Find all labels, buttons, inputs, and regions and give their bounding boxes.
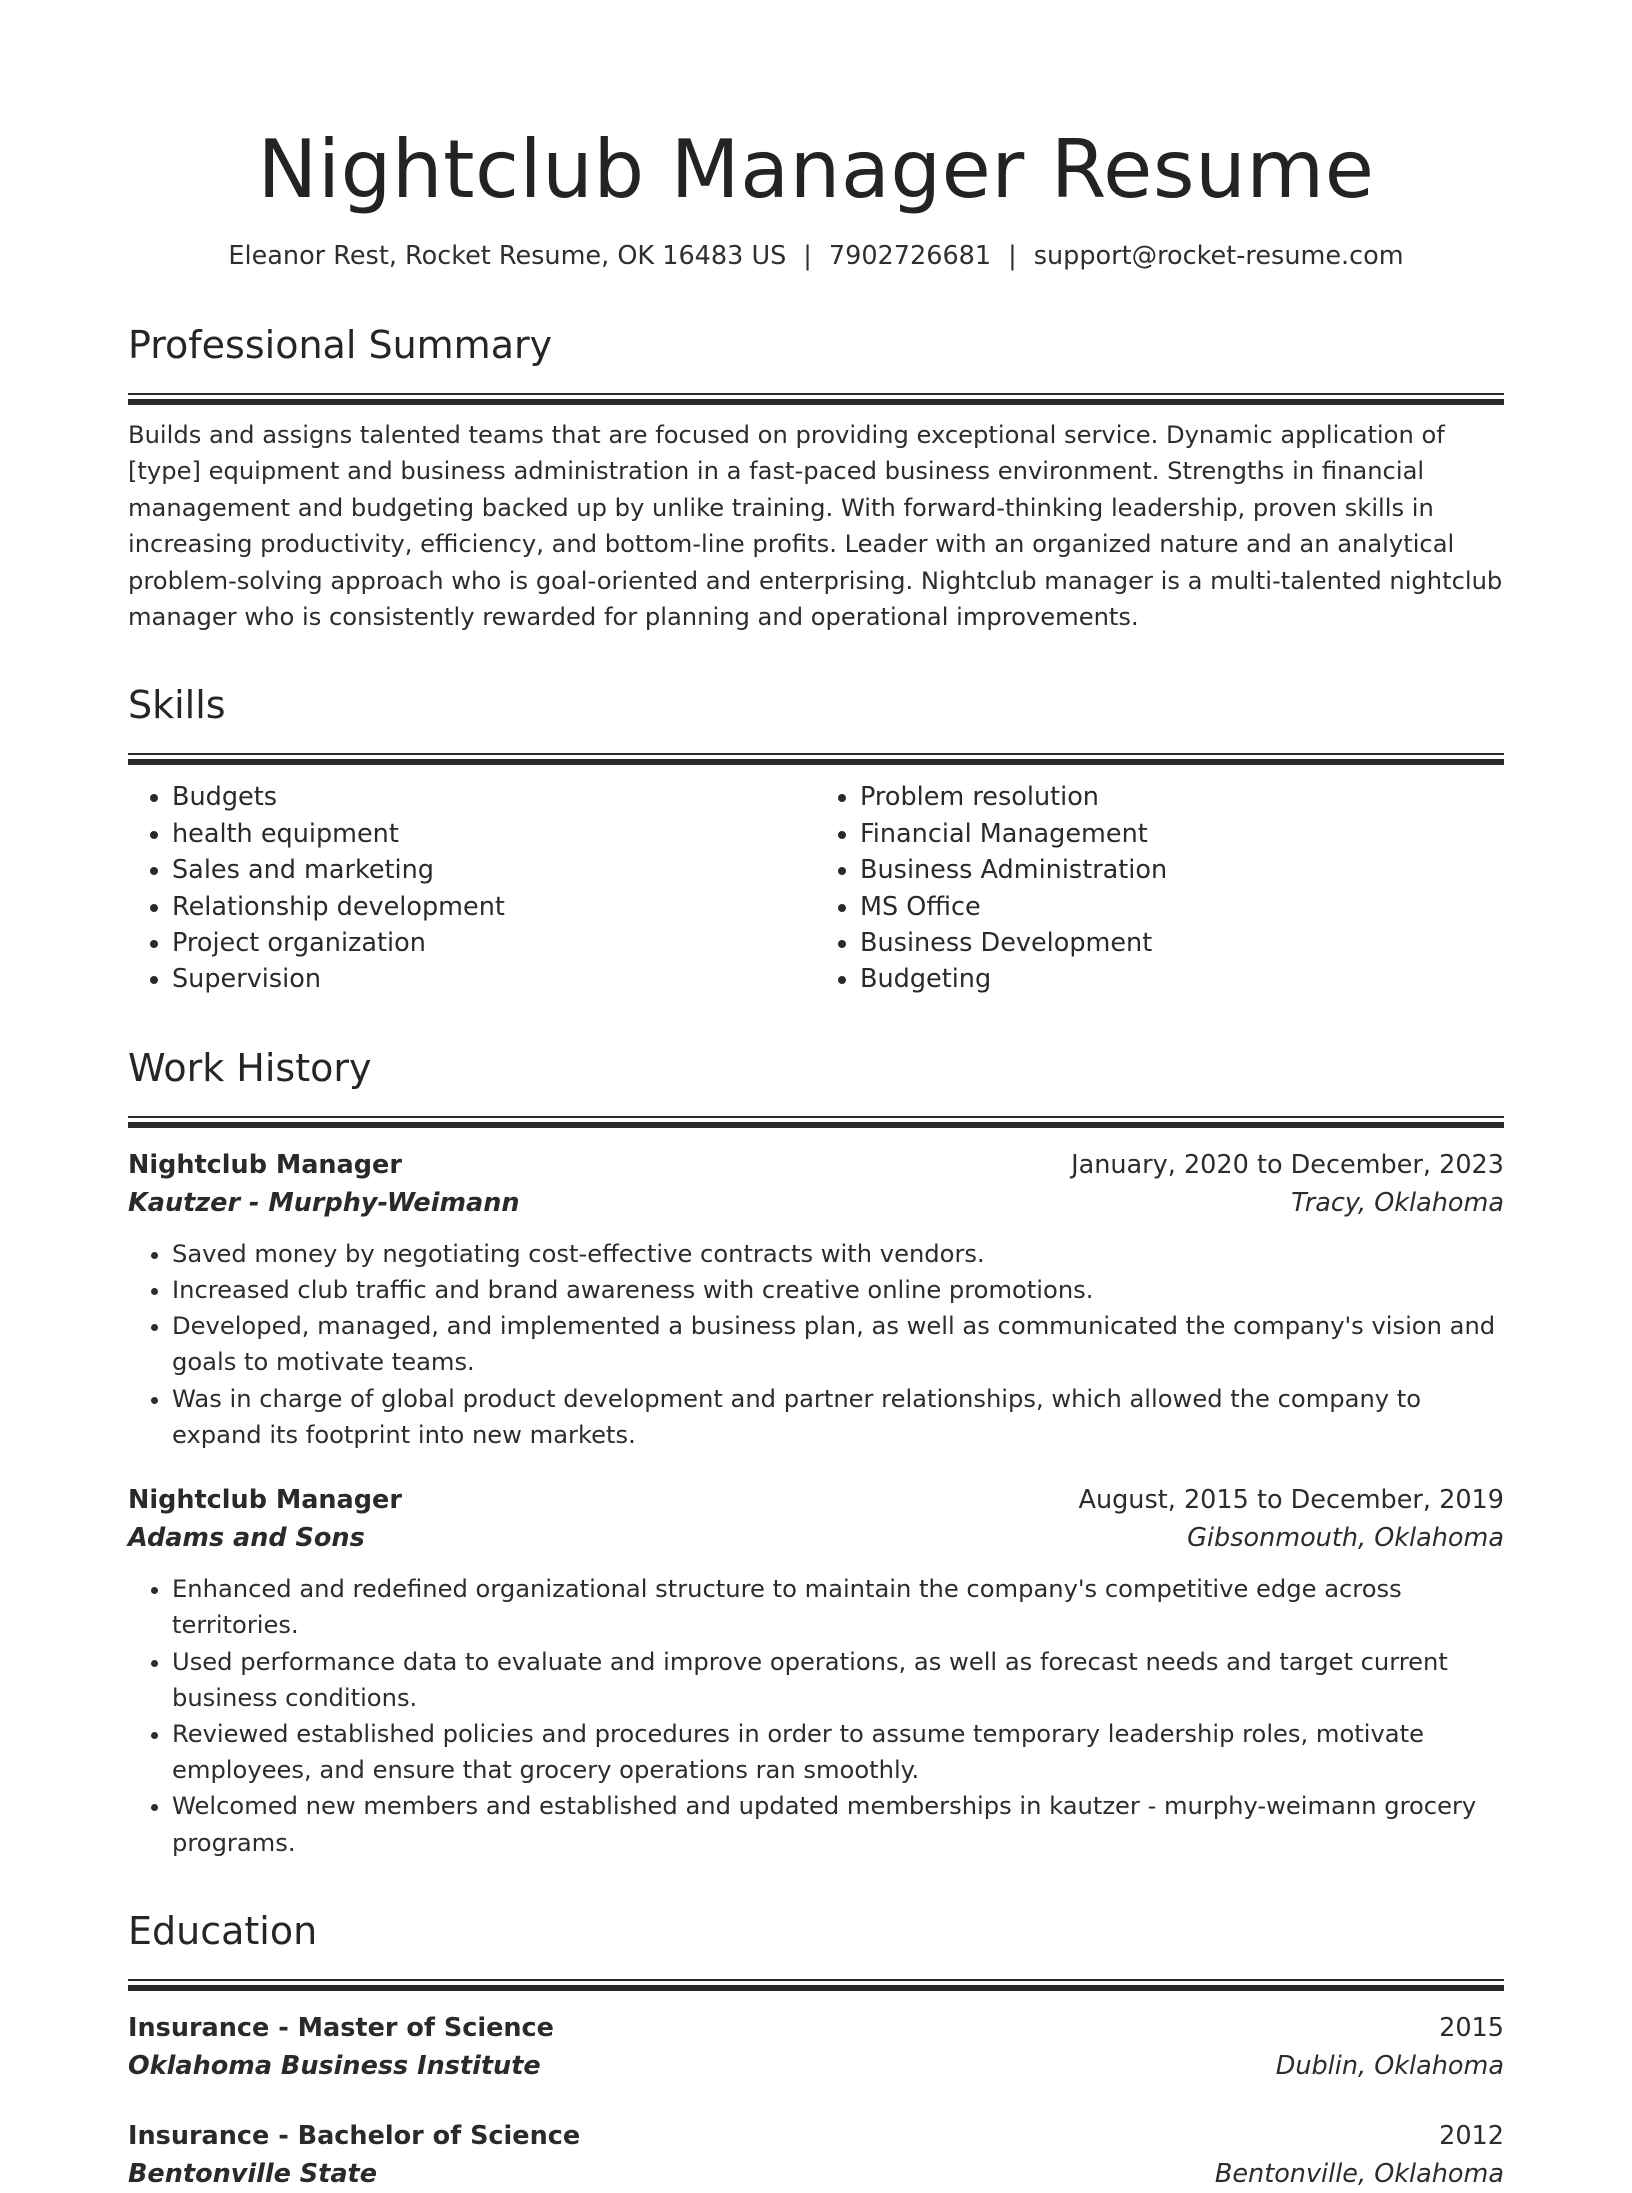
education-degree: Insurance - Bachelor of Science <box>128 2120 581 2151</box>
summary-text: Builds and assigns talented teams that are focused on providing exceptional service. Dynamic application of [type] equipment and business administration in a fast-paced business environment. Strengths in financial management and budgeting backed up by unlike training. With forward-thinking leadership, proven skills in increasing productivity, efficiency, and bottom-line profits. Leader with an organized nature and an analytical problem-solving approach who is goal-oriented and enterprising. Nightclub manager is a multi-talented nightclub manager who is consistently rewarded for planning and operational improvements. <box>128 421 1503 632</box>
skill-item: • MS Office <box>860 889 1504 925</box>
skill-item: • Financial Management <box>860 816 1504 852</box>
job-bullet: • Developed, managed, and implemented a business plan, as well as communicated the company's vision and goals to motivate teams. <box>172 1308 1504 1380</box>
skill-item: • Budgeting <box>860 961 1504 997</box>
skill-item: • health equipment <box>172 816 816 852</box>
section-heading-education: Education <box>128 1908 318 1953</box>
job-header <box>128 1481 1504 1519</box>
education-location: Dublin, Oklahoma <box>1275 2050 1504 2081</box>
skill-item: • Sales and marketing <box>172 852 816 888</box>
job-bullet: • Welcomed new members and established and updated memberships in kautzer - murphy-weimann grocery programs. <box>172 1788 1504 1860</box>
education-entry <box>128 2117 1504 2193</box>
job-bullets <box>128 1236 1504 1453</box>
education-year: 2015 <box>1439 2012 1504 2043</box>
skill-item: • Relationship development <box>172 889 816 925</box>
skill-item: • Budgets <box>172 779 816 815</box>
job-bullets <box>128 1571 1504 1861</box>
skill-item: • Problem resolution <box>860 779 1504 815</box>
skills-column-left <box>128 779 816 997</box>
skill-item: • Project organization <box>172 925 816 961</box>
job-bullet: • Reviewed established policies and procedures in order to assume temporary leadership roles, motivate employees, and ensure that grocery operations ran smoothly. <box>172 1716 1504 1788</box>
section-heading-summary: Professional Summary <box>128 323 553 367</box>
job-location: Tracy, Oklahoma <box>1291 1187 1504 1218</box>
section-divider <box>128 1116 1504 1128</box>
skill-item: • Business Development <box>860 925 1504 961</box>
contact-line <box>128 238 1504 274</box>
skill-item: • Supervision <box>172 961 816 997</box>
job-company: Kautzer - Murphy-Weimann <box>128 1187 520 1218</box>
job-entry <box>128 1481 1504 1861</box>
section-divider <box>128 393 1504 405</box>
job-title: Nightclub Manager <box>128 1485 402 1516</box>
job-bullet: • Enhanced and redefined organizational structure to maintain the company's competitive edge across territories. <box>172 1571 1504 1643</box>
job-bullet: • Increased club traffic and brand awareness with creative online promotions. <box>172 1272 1504 1308</box>
contact-separator: | <box>1008 241 1017 271</box>
skills-list <box>128 779 1504 997</box>
job-bullet: • Was in charge of global product development and partner relationships, which allowed the company to expand its footprint into new markets. <box>172 1381 1504 1453</box>
section-divider <box>128 753 1504 765</box>
education-degree: Insurance - Master of Science <box>128 2012 554 2043</box>
job-subheader <box>128 1184 1504 1222</box>
education-subheader <box>128 2047 1504 2085</box>
skill-item: • Business Administration <box>860 852 1504 888</box>
job-bullet: • Used performance data to evaluate and improve operations, as well as forecast needs and target current business conditions. <box>172 1644 1504 1716</box>
contact-phone: 7902726681 <box>828 241 992 271</box>
contact-address: Eleanor Rest, Rocket Resume, OK 16483 US <box>228 241 787 271</box>
education-entry <box>128 2009 1504 2085</box>
education-subheader <box>128 2155 1504 2193</box>
job-company: Adams and Sons <box>128 1523 365 1554</box>
job-location: Gibsonmouth, Oklahoma <box>1187 1523 1504 1554</box>
job-entry <box>128 1146 1504 1453</box>
contact-separator: | <box>803 241 812 271</box>
job-subheader <box>128 1519 1504 1557</box>
job-title: Nightclub Manager <box>128 1149 402 1180</box>
skills-column-right <box>816 779 1504 997</box>
education-year: 2012 <box>1439 2120 1504 2151</box>
section-heading-skills: Skills <box>128 683 226 728</box>
job-dates: August, 2015 to December, 2019 <box>1078 1485 1504 1516</box>
section-heading-work-history: Work History <box>128 1045 372 1090</box>
education-location: Bentonville, Oklahoma <box>1214 2158 1504 2189</box>
education-school: Bentonville State <box>128 2158 378 2189</box>
section-divider <box>128 1979 1504 1991</box>
education-school: Oklahoma Business Institute <box>128 2050 541 2081</box>
job-header <box>128 1146 1504 1184</box>
job-dates: January, 2020 to December, 2023 <box>1071 1149 1504 1180</box>
education-header <box>128 2009 1504 2047</box>
contact-email: support@rocket-resume.com <box>1033 241 1404 271</box>
education-header <box>128 2117 1504 2155</box>
resume-title: Nightclub Manager Resume <box>257 123 1375 216</box>
job-bullet: • Saved money by negotiating cost-effective contracts with vendors. <box>172 1236 1504 1272</box>
